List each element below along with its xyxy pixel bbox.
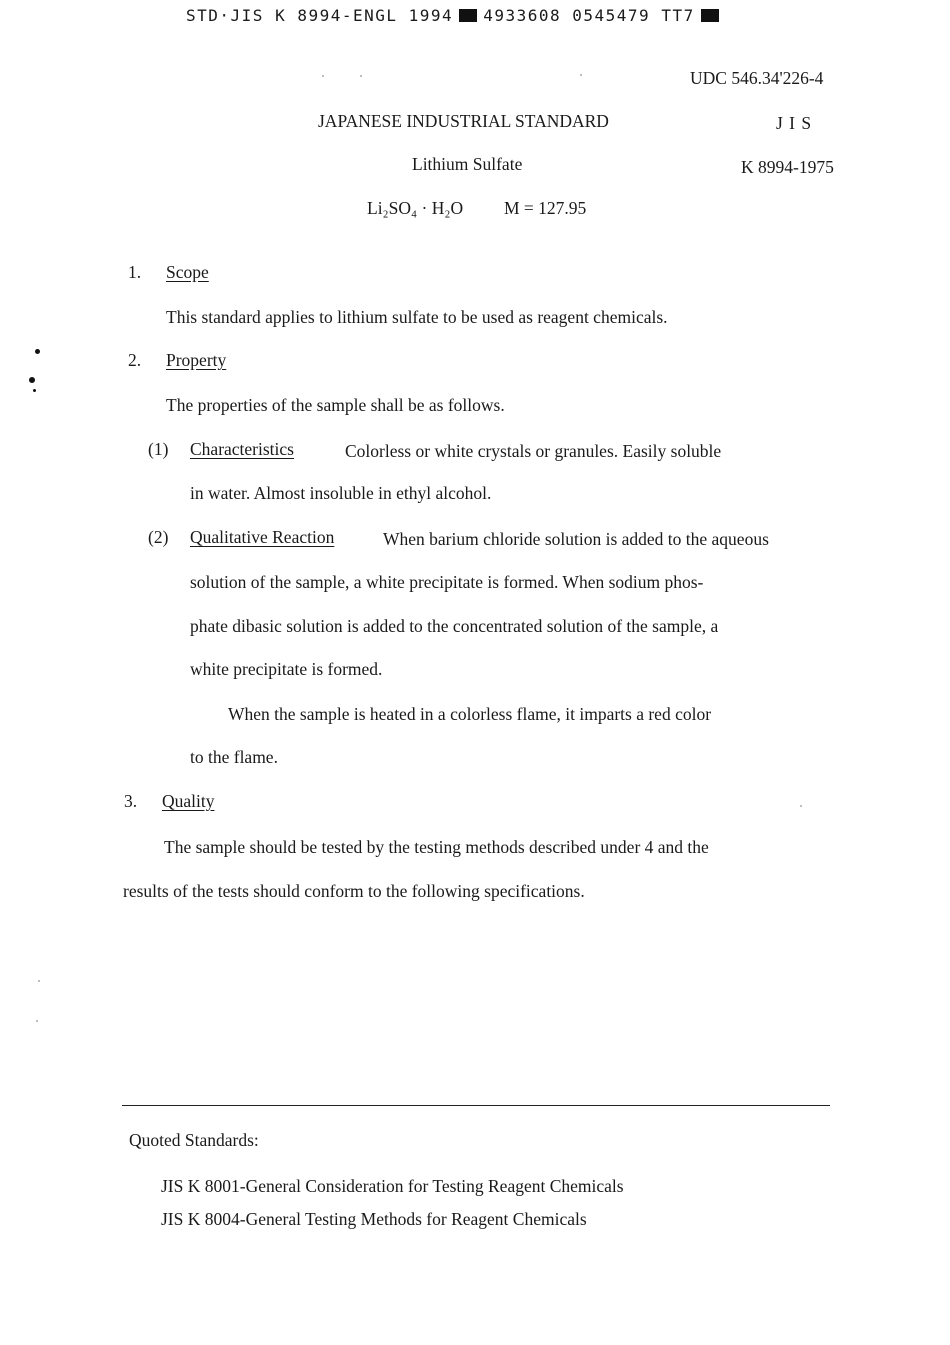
standard-number: K 8994-1975 xyxy=(741,157,834,177)
paragraph-line: to the flame. xyxy=(190,747,278,767)
paragraph-line: Colorless or white crystals or granules. Easily soluble xyxy=(345,441,722,461)
scan-speck xyxy=(580,74,582,76)
item-number: (1) xyxy=(148,439,169,459)
scan-speck xyxy=(360,75,362,77)
paragraph-line: The sample should be tested by the testing methods described under 4 and the xyxy=(164,837,709,857)
paragraph-line: results of the tests should conform to the following specifications. xyxy=(123,881,585,901)
item-label-characteristics: Characteristics xyxy=(190,439,294,459)
udc-number: UDC 546.34'226-4 xyxy=(690,68,824,88)
section-heading-property: Property xyxy=(166,350,227,370)
paragraph-line: When the sample is heated in a colorless flame, it imparts a red color xyxy=(228,704,712,724)
item-number: (2) xyxy=(148,527,169,547)
redaction-block xyxy=(459,9,477,22)
document-code-serial: 4933608 0545479 TT7 xyxy=(483,6,695,25)
section-number: 3. xyxy=(124,791,138,811)
chemical-formula: Li₂SO₄ · H₂O xyxy=(367,198,464,218)
section-heading-scope: Scope xyxy=(166,262,209,282)
paragraph-line: solution of the sample, a white precipitate is formed. When sodium phos- xyxy=(190,572,704,592)
scan-mark xyxy=(35,349,40,354)
section-heading-quality: Quality xyxy=(162,791,215,811)
scan-mark xyxy=(29,377,35,383)
quoted-standard-ref: JIS K 8004-General Testing Methods for Reagent Chemicals xyxy=(161,1209,587,1229)
jis-label: J I S xyxy=(776,113,813,133)
section-number: 1. xyxy=(128,262,142,282)
standard-organization: JAPANESE INDUSTRIAL STANDARD xyxy=(318,111,609,131)
scan-speck xyxy=(800,805,802,807)
paragraph-line: white precipitate is formed. xyxy=(190,659,383,679)
scan-mark xyxy=(33,389,36,392)
page-title: Lithium Sulfate xyxy=(412,154,523,174)
scan-speck xyxy=(322,75,324,77)
footnote-title: Quoted Standards: xyxy=(129,1130,259,1150)
document-code-text: STD·JIS K 8994-ENGL 1994 xyxy=(186,6,454,25)
item-label-qualitative-reaction: Qualitative Reaction xyxy=(190,527,335,547)
paragraph-line: in water. Almost insoluble in ethyl alcohol. xyxy=(190,483,492,503)
scope-text: This standard applies to lithium sulfate to be used as reagent chemicals. xyxy=(166,307,668,327)
footnote-rule xyxy=(122,1105,830,1106)
property-intro: The properties of the sample shall be as follows. xyxy=(166,395,505,415)
quoted-standard-ref: JIS K 8001-General Consideration for Testing Reagent Chemicals xyxy=(161,1176,624,1196)
section-number: 2. xyxy=(128,350,142,370)
scan-speck xyxy=(38,980,40,982)
molar-mass: M = 127.95 xyxy=(504,198,587,218)
document-code xyxy=(186,6,719,25)
redaction-block xyxy=(701,9,719,22)
paragraph-line: When barium chloride solution is added to the aqueous xyxy=(383,529,769,549)
paragraph-line: phate dibasic solution is added to the concentrated solution of the sample, a xyxy=(190,616,719,636)
scan-speck xyxy=(36,1020,38,1022)
